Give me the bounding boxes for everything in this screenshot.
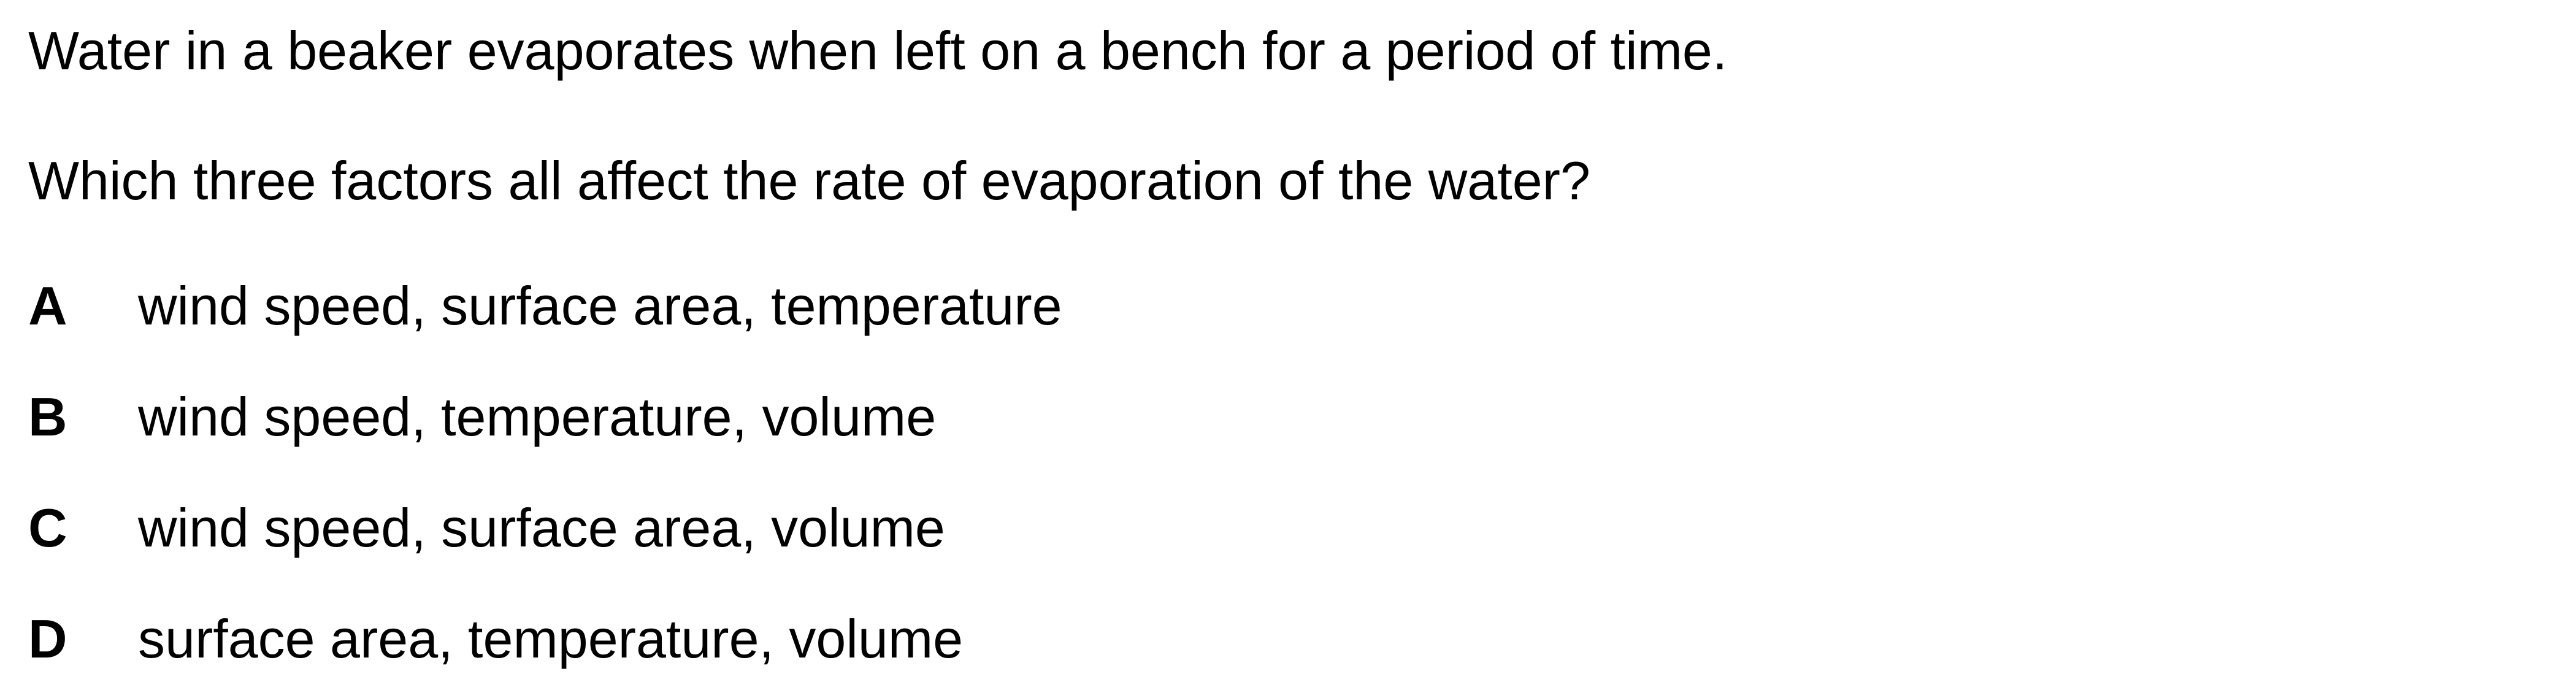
option-letter: C xyxy=(28,497,67,558)
option-text: wind speed, surface area, volume xyxy=(138,497,945,558)
question-prompt: Which three factors all affect the rate of evaporation of the water? xyxy=(28,150,1590,211)
option-text: surface area, temperature, volume xyxy=(138,608,964,669)
option-letter: A xyxy=(28,275,67,336)
option-letter: B xyxy=(28,386,67,447)
option-letter: D xyxy=(28,608,67,669)
option-text: wind speed, temperature, volume xyxy=(138,386,937,447)
question-stem: Water in a beaker evaporates when left on a bench for a period of time. xyxy=(28,20,1728,81)
option-text: wind speed, surface area, temperature xyxy=(138,275,1062,336)
